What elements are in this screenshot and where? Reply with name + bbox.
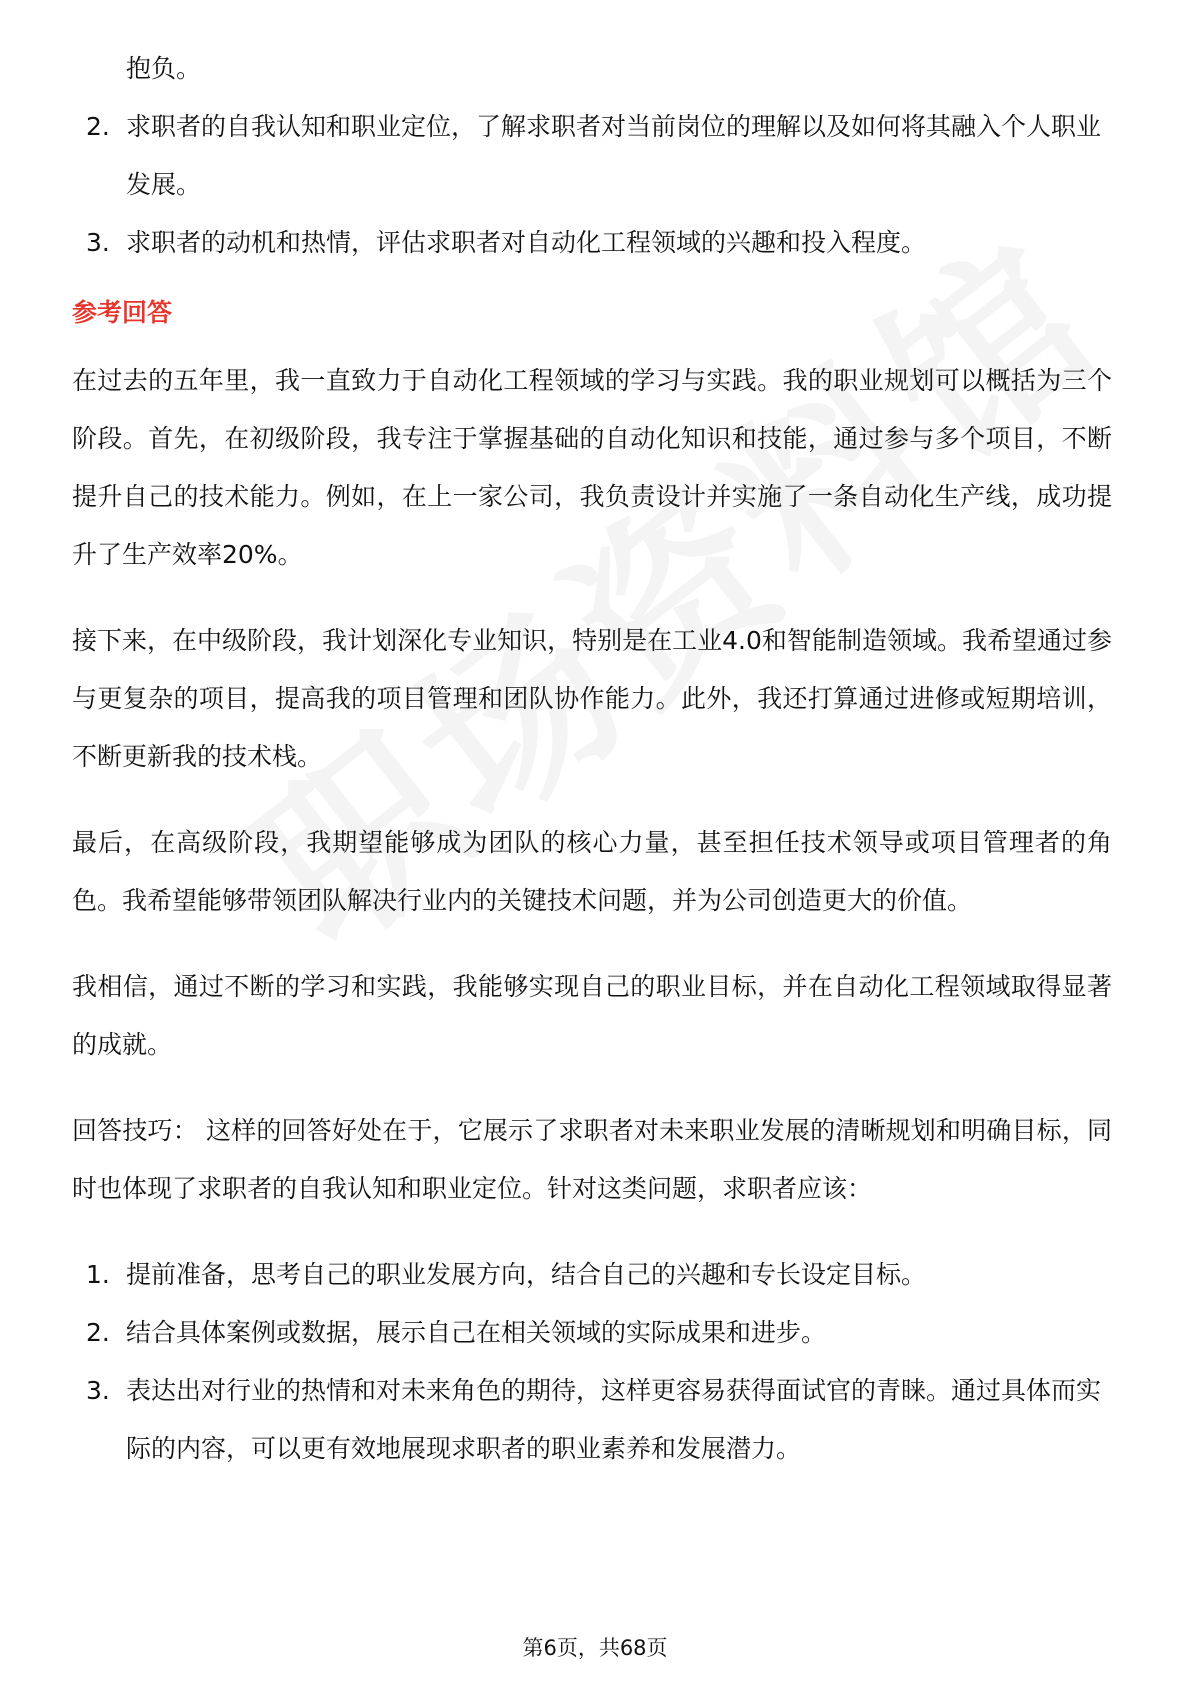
list-item xyxy=(72,98,1112,214)
list-item xyxy=(72,214,1112,272)
page-footer: 第6页，共68页 xyxy=(522,1636,668,1660)
list-item-text: 求职者的自我认知和职业定位，了解求职者对当前岗位的理解以及如何将其融入个人职业发展。 xyxy=(126,112,1102,199)
list-item-number: 3. xyxy=(86,228,110,257)
list-item-number: 2. xyxy=(86,112,110,141)
answer-paragraph: 在过去的五年里，我一直致力于自动化工程领域的学习与实践。我的职业规划可以概括为三个阶段。首先，在初级阶段，我专注于掌握基础的自动化知识和技能，通过参与多个项目，不断提升自己的技术能力。例如，在上一家公司，我负责设计并实施了一条自动化生产线，成功提升了生产效率20%。 xyxy=(72,366,1112,569)
list-item-text: 结合具体案例或数据，展示自己在相关领域的实际成果和进步。 xyxy=(126,1318,827,1347)
tips-list xyxy=(72,1246,1112,1478)
list-item xyxy=(72,1362,1112,1478)
list-item xyxy=(72,1304,1112,1362)
answer-tips-paragraph: 回答技巧： 这样的回答好处在于，它展示了求职者对未来职业发展的清晰规划和明确目标，同时也体现了求职者的自我认知和职业定位。针对这类问题，求职者应该： xyxy=(72,1116,1112,1203)
list-item-text: 提前准备，思考自己的职业发展方向，结合自己的兴趣和专长设定目标。 xyxy=(126,1260,927,1289)
list-item xyxy=(72,1246,1112,1304)
document-body xyxy=(72,40,1112,1478)
list-item-number: 1. xyxy=(86,1260,110,1289)
answer-paragraph: 最后，在高级阶段，我期望能够成为团队的核心力量，甚至担任技术领导或项目管理者的角色。我希望能够带领团队解决行业内的关键技术问题，并为公司创造更大的价值。 xyxy=(72,828,1112,915)
list-item-number: 2. xyxy=(86,1318,110,1347)
answer-paragraph: 我相信，通过不断的学习和实践，我能够实现自己的职业目标，并在自动化工程领域取得显著的成就。 xyxy=(72,972,1112,1059)
answer-paragraph: 接下来，在中级阶段，我计划深化专业知识，特别是在工业4.0和智能制造领域。我希望通过参与更复杂的项目，提高我的项目管理和团队协作能力。此外，我还打算通过进修或短期培训，不断更新我的技术栈。 xyxy=(72,626,1112,771)
evaluation-points-list xyxy=(72,98,1112,272)
list-item-text: 表达出对行业的热情和对未来角色的期待，这样更容易获得面试官的青睐。通过具体而实际的内容，可以更有效地展现求职者的职业素养和发展潜力。 xyxy=(126,1376,1102,1463)
section-heading: 参考回答 xyxy=(72,298,173,327)
list-item-text: 求职者的动机和热情，评估求职者对自动化工程领域的兴趣和投入程度。 xyxy=(126,228,927,257)
list-item-number: 3. xyxy=(86,1376,110,1405)
list-item-continuation: 抱负。 xyxy=(126,54,202,83)
